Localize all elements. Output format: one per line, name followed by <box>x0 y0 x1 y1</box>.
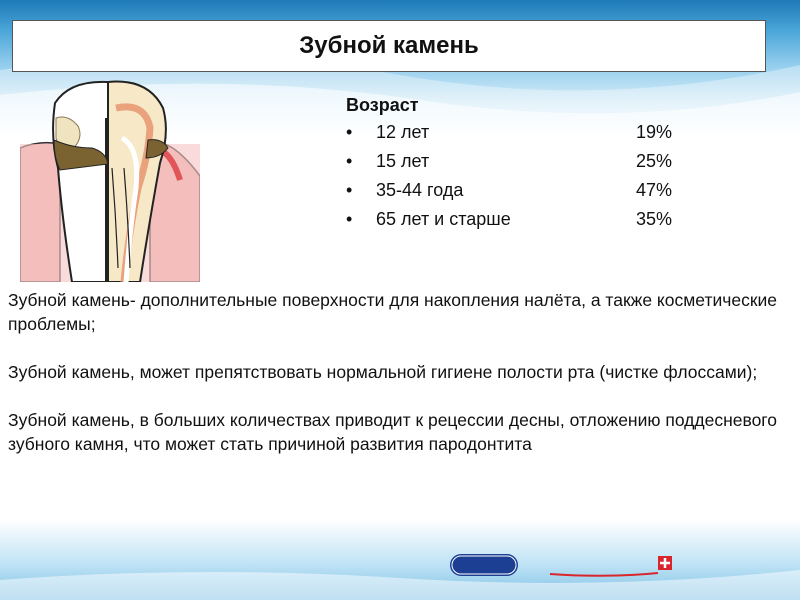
age-label: 35-44 года <box>376 180 464 200</box>
paragraph: Зубной камень- дополнительные поверхности для накопления налёта, а также косметические проблемы; <box>8 290 778 334</box>
age-row <box>346 147 706 176</box>
age-header: Возраст <box>346 95 419 115</box>
age-percentage: 47% <box>636 180 673 200</box>
age-row <box>346 118 706 147</box>
title-box <box>12 20 766 72</box>
age-statistics <box>346 92 706 234</box>
bullet: • <box>346 180 353 200</box>
blend-a-med-logo <box>546 552 676 578</box>
age-percentage: 25% <box>636 151 673 171</box>
paragraph: Зубной камень, в больших количествах приводит к рецессии десны, отложению поддесневого зубного камня, что может стать причиной развития пародонтита <box>8 410 778 454</box>
age-label: 65 лет и старше <box>376 209 511 229</box>
slide-title: Зубной камень <box>299 32 479 59</box>
age-row <box>346 205 706 234</box>
age-percentage: 19% <box>636 122 673 142</box>
age-percentage: 35% <box>636 209 673 229</box>
bullet: • <box>346 151 353 171</box>
paragraph: Зубной камень, может препятствовать нормальной гигиене полости рта (чистке флоссами); <box>8 362 758 382</box>
oral-b-logo <box>450 554 518 576</box>
footer-wave-decoration <box>0 520 800 600</box>
bullet: • <box>346 209 353 229</box>
age-row <box>346 176 706 205</box>
tooth-cross-section-illustration <box>20 78 200 282</box>
body-text <box>8 288 778 480</box>
age-label: 15 лет <box>376 151 430 171</box>
bullet: • <box>346 122 353 142</box>
age-label: 12 лет <box>376 122 430 142</box>
